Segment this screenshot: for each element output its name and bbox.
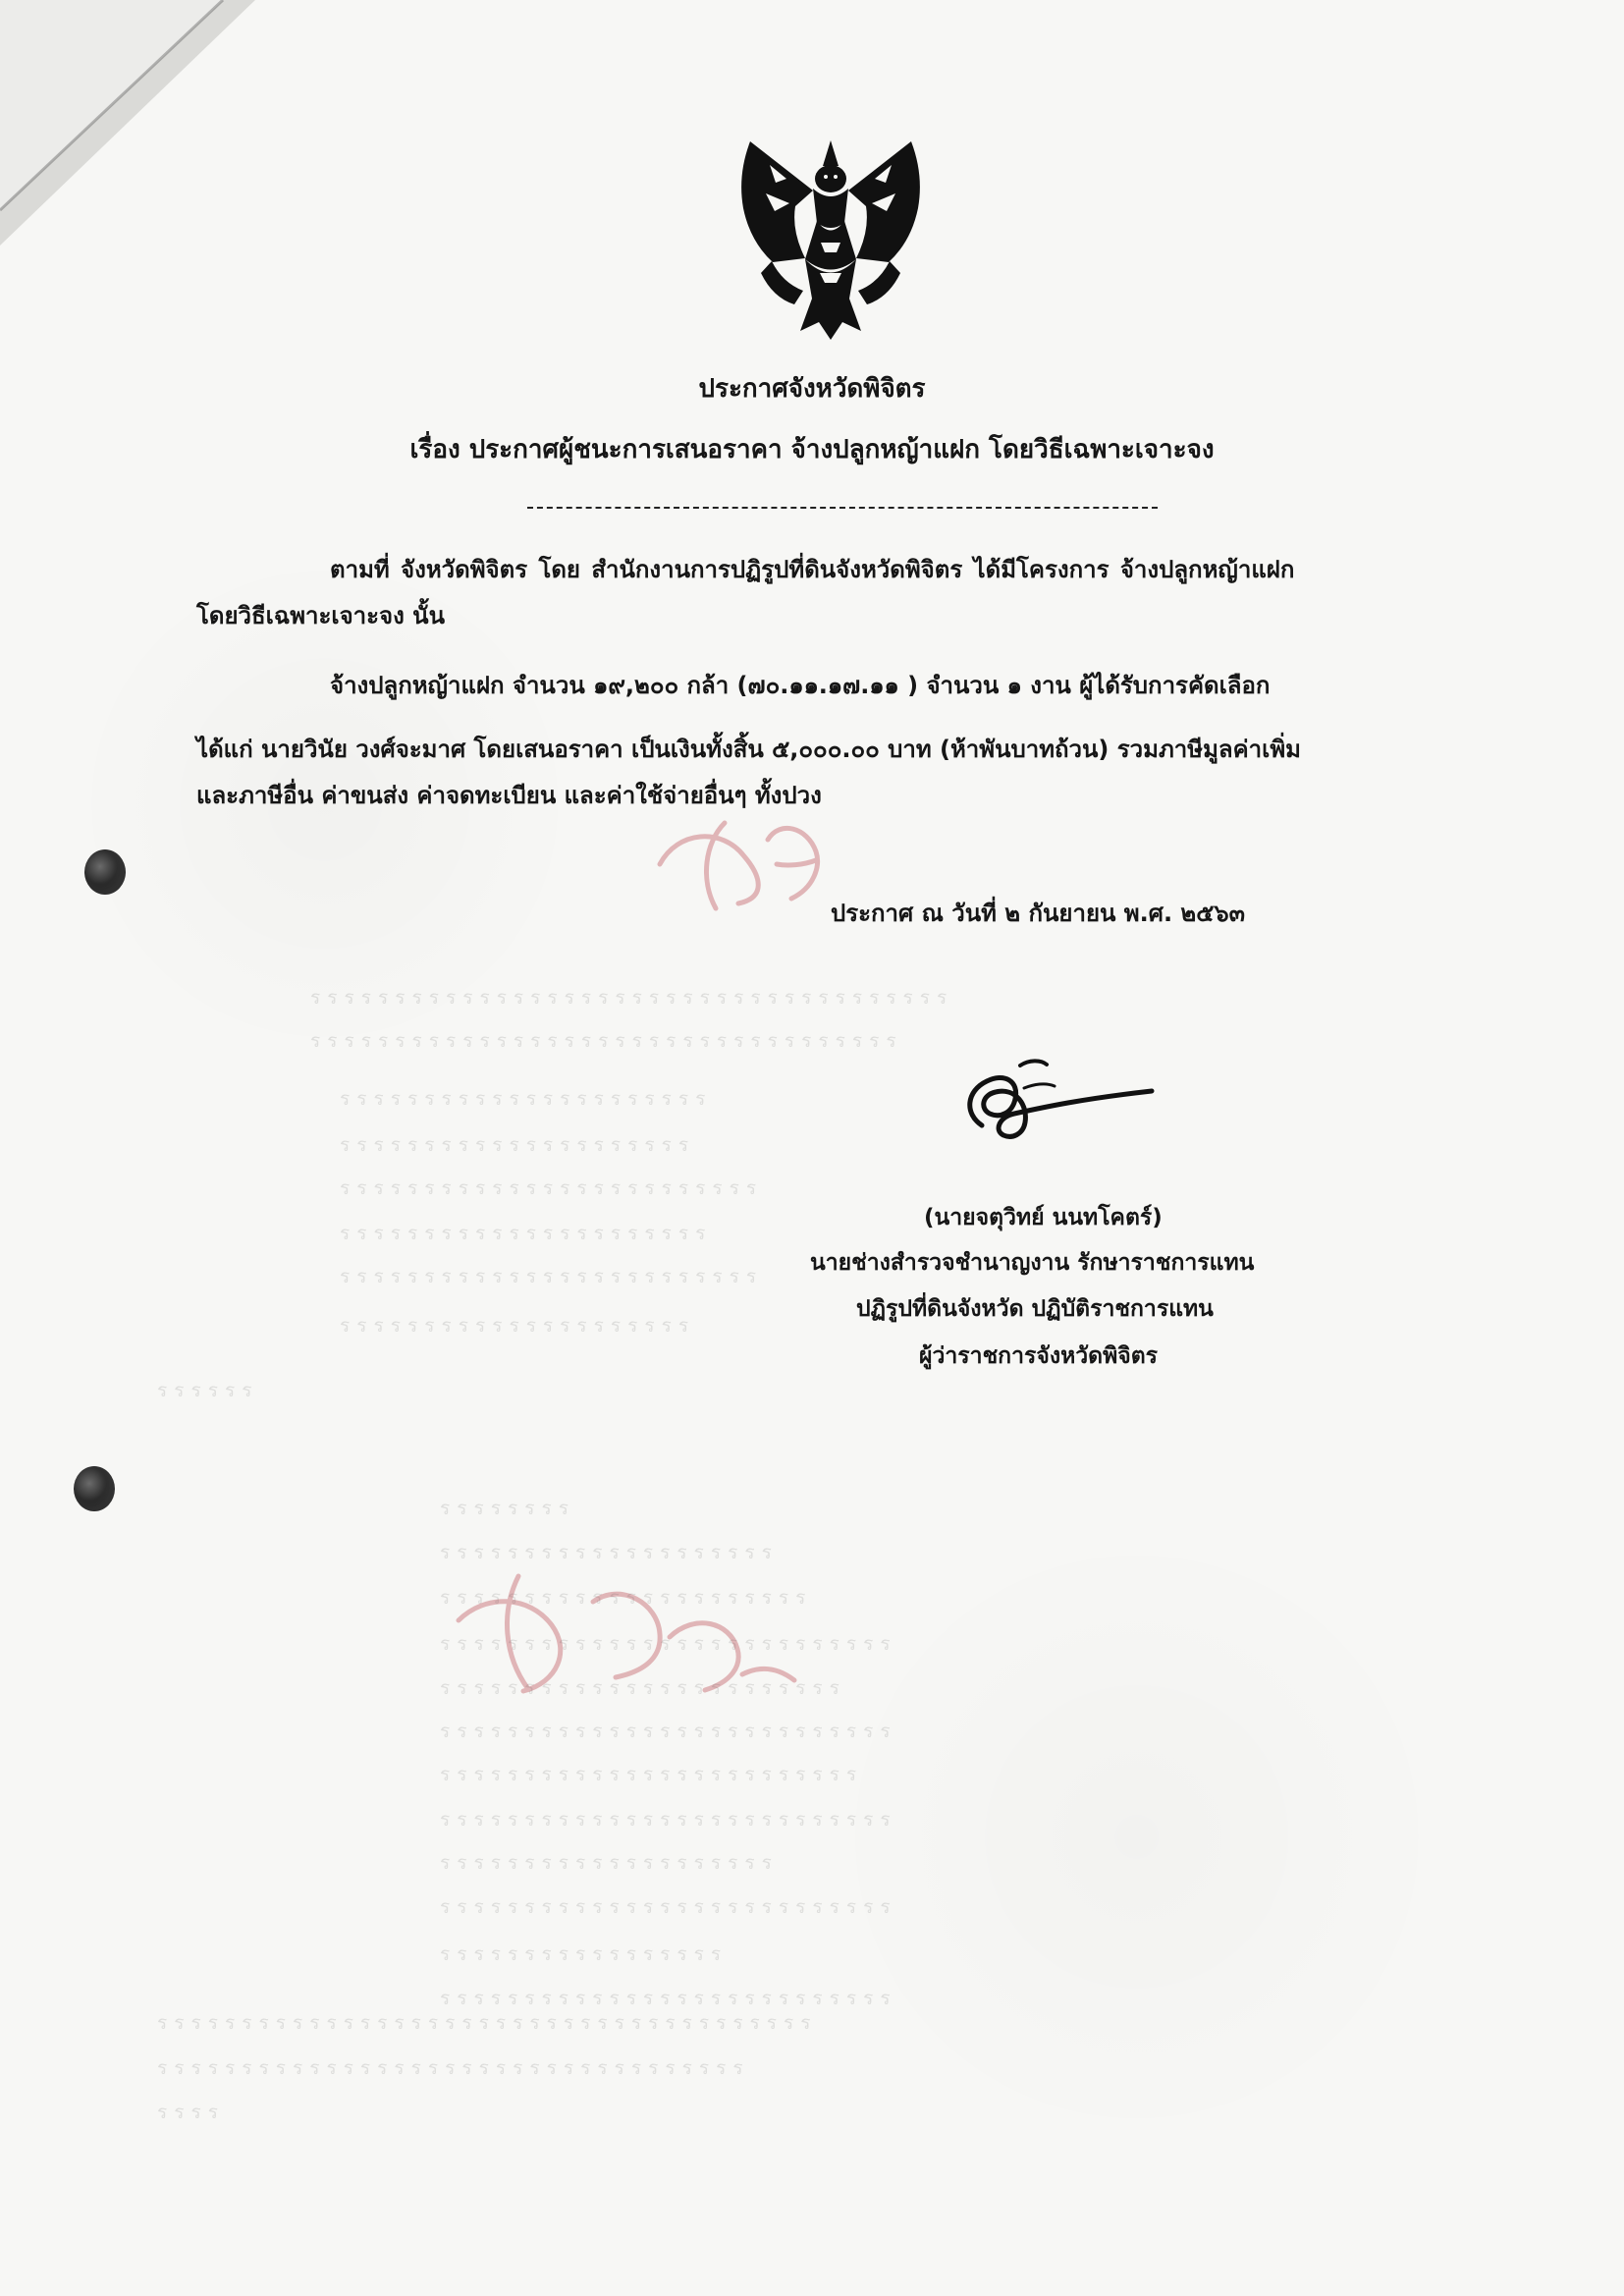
announcement-date: ประกาศ ณ วันที่ ๒ กันยายน พ.ศ. ๒๕๖๓ [831, 900, 1246, 927]
punch-hole [84, 849, 126, 895]
signer-position: ผู้ว่าราชการจังหวัดพิจิตร [919, 1343, 1159, 1369]
document-page: ประกาศจังหวัดพิจิตร เรื่อง ประกาศผู้ชนะการเสนอราคา จ้างปลูกหญ้าแฝก โดยวิธีเฉพาะเจาะจง ตามที่ จังหวัดพิจิตร โดย สำนักงานการปฏิรูปที่ดินจังหวัดพิจิตร ได้มีโครงการ จ้างปลูกหญ้าแฝก โดยวิธีเฉพาะเจาะจง นั้น จ้างปลูกหญ้าแฝก จำนวน ๑๙,๒๐๐ กล้า (๗๐.๑๑.๑๗.๑๑ ) จำนวน ๑ งาน ผู้ได้รับการคัดเลือก ได้แก่ นายวินัย วงศ์จะมาศ โดยเสนอราคา เป็นเงินทั้งสิ้น ๕,๐๐๐.๐๐ บาท (ห้าพันบาทถ้วน) รวมภาษีมูลค่าเพิ่ม และภาษีอื่น ค่าขนส่ง ค่าจดทะเบียน และค่าใช้จ่ายอื่นๆ ทั้งปวง ประกาศ ณ วันที่ ๒ กันยายน พ.ศ. ๒๕๖๓ (นายจตุวิทย์ นนทโคตร์) นายช่างสำรวจชำนาญงาน รักษาราชการแทน ปฏิรูปที่ดินจังหวัด ปฏิบัติราชการแทน ผู้ว่าราชการจังหวัดพิจิตร ร ร ร ร ร ร ร ร ร ร ร ร ร ร ร ร ร ร ร ร ร ร ร ร ร ร ร ร ร ร ร ร ร ร ร ร ร ร ร ร ร ร ร ร ร ร ร ร ร ร ร ร ร ร ร ร ร ร ร ร ร ร ร ร ร ร ร ร ร ร ร ร ร ร ร ร ร ร ร ร ร ร ร ร ร ร ร ร ร ร ร ร ร ร ร ร ร ร ร ร ร ร ร ร ร ร ร ร ร ร ร ร ร ร ร ร ร ร ร ร ร ร ร ร ร ร ร ร ร ร ร ร ร ร ร ร ร ร ร ร ร ร ร ร ร ร ร ร ร ร ร ร ร ร ร ร ร ร ร ร ร ร ร ร ร ร ร ร ร ร ร ร ร ร ร ร ร ร ร ร ร ร ร ร ร ร ร ร ร ร ร ร ร ร ร ร ร ร ร ร ร ร ร ร ร ร ร ร ร ร ร ร ร ร ร ร ร ร ร ร ร ร ร ร ร ร ร ร ร ร ร ร ร ร ร ร ร ร ร ร ร ร ร ร ร ร ร ร ร ร ร ร ร ร ร ร ร ร ร ร ร ร ร ร ร ร ร ร ร ร ร ร ร ร ร ร ร ร ร ร ร ร ร ร ร ร ร ร ร ร ร ร ร ร ร ร ร ร ร ร ร ร ร ร ร ร ร ร ร ร ร ร ร ร ร ร ร ร ร ร ร ร ร ร ร ร ร ร ร ร ร ร ร ร ร ร ร ร ร ร ร ร ร ร ร ร ร ร ร ร ร ร ร ร ร ร ร ร ร ร ร ร ร ร ร ร ร ร ร ร ร ร ร ร ร ร ร ร ร ร ร ร ร ร ร ร ร ร ร ร ร ร ร ร ร ร ร ร ร ร ร ร ร ร ร ร ร ร ร ร ร ร ร ร ร ร ร ร ร ร ร ร ร ร ร ร ร ร ร ร ร ร ร ร ร ร ร ร ร ร ร ร ร ร ร ร ร ร ร ร ร ร ร ร ร ร ร ร ร ร ร ร ร ร ร ร ร ร ร ร ร ร ร ร ร ร ร ร ร ร ร ร ร ร ร ร ร ร ร ร ร ร ร ร ร ร ร ร ร ร ร ร ร ร ร ร ร ร ร ร ร ร ร ร ร ร ร ร ร ร ร ร ร ร ร ร ร ร ร ร ร ร ร ร ร ร ร ร ร ร ร ร ร ร ร ร ร ร ร ร ร ร ร ร ร ร ร ร ร ร ร ร ร ร [0, 0, 1624, 2296]
body-line: โดยวิธีเฉพาะเจาะจง นั้น [196, 602, 445, 629]
body-line: ได้แก่ นายวินัย วงศ์จะมาศ โดยเสนอราคา เป็นเงินทั้งสิ้น ๕,๐๐๐.๐๐ บาท (ห้าพันบาทถ้วน) รวมภาษีมูลค่าเพิ่ม [196, 736, 1301, 763]
signer-position: นายช่างสำรวจชำนาญงาน รักษาราชการแทน [810, 1250, 1255, 1276]
body-line: จ้างปลูกหญ้าแฝก จำนวน ๑๙,๒๐๐ กล้า (๗๐.๑๑.๑๗.๑๑ ) จำนวน ๑ งาน ผู้ได้รับการคัดเลือก [330, 672, 1271, 699]
document-subject: เรื่อง ประกาศผู้ชนะการเสนอราคา จ้างปลูกหญ้าแฝก โดยวิธีเฉพาะเจาะจง [409, 435, 1215, 465]
folded-corner [0, 0, 255, 246]
document-title: ประกาศจังหวัดพิจิตร [698, 374, 926, 404]
signer-position: ปฏิรูปที่ดินจังหวัด ปฏิบัติราชการแทน [856, 1296, 1214, 1322]
punch-hole [74, 1466, 115, 1511]
handwritten-signature [962, 1045, 1164, 1146]
body-line: ตามที่ จังหวัดพิจิตร โดย สำนักงานการปฏิรูปที่ดินจังหวัดพิจิตร ได้มีโครงการ จ้างปลูกหญ้าแฝก [330, 556, 1295, 583]
signer-name: (นายจตุวิทย์ นนทโคตร์) [924, 1205, 1163, 1230]
title-divider [527, 507, 1158, 509]
body-line: และภาษีอื่น ค่าขนส่ง ค่าจดทะเบียน และค่าใช้จ่ายอื่นๆ ทั้งปวง [196, 782, 822, 809]
garuda-emblem [734, 134, 927, 342]
